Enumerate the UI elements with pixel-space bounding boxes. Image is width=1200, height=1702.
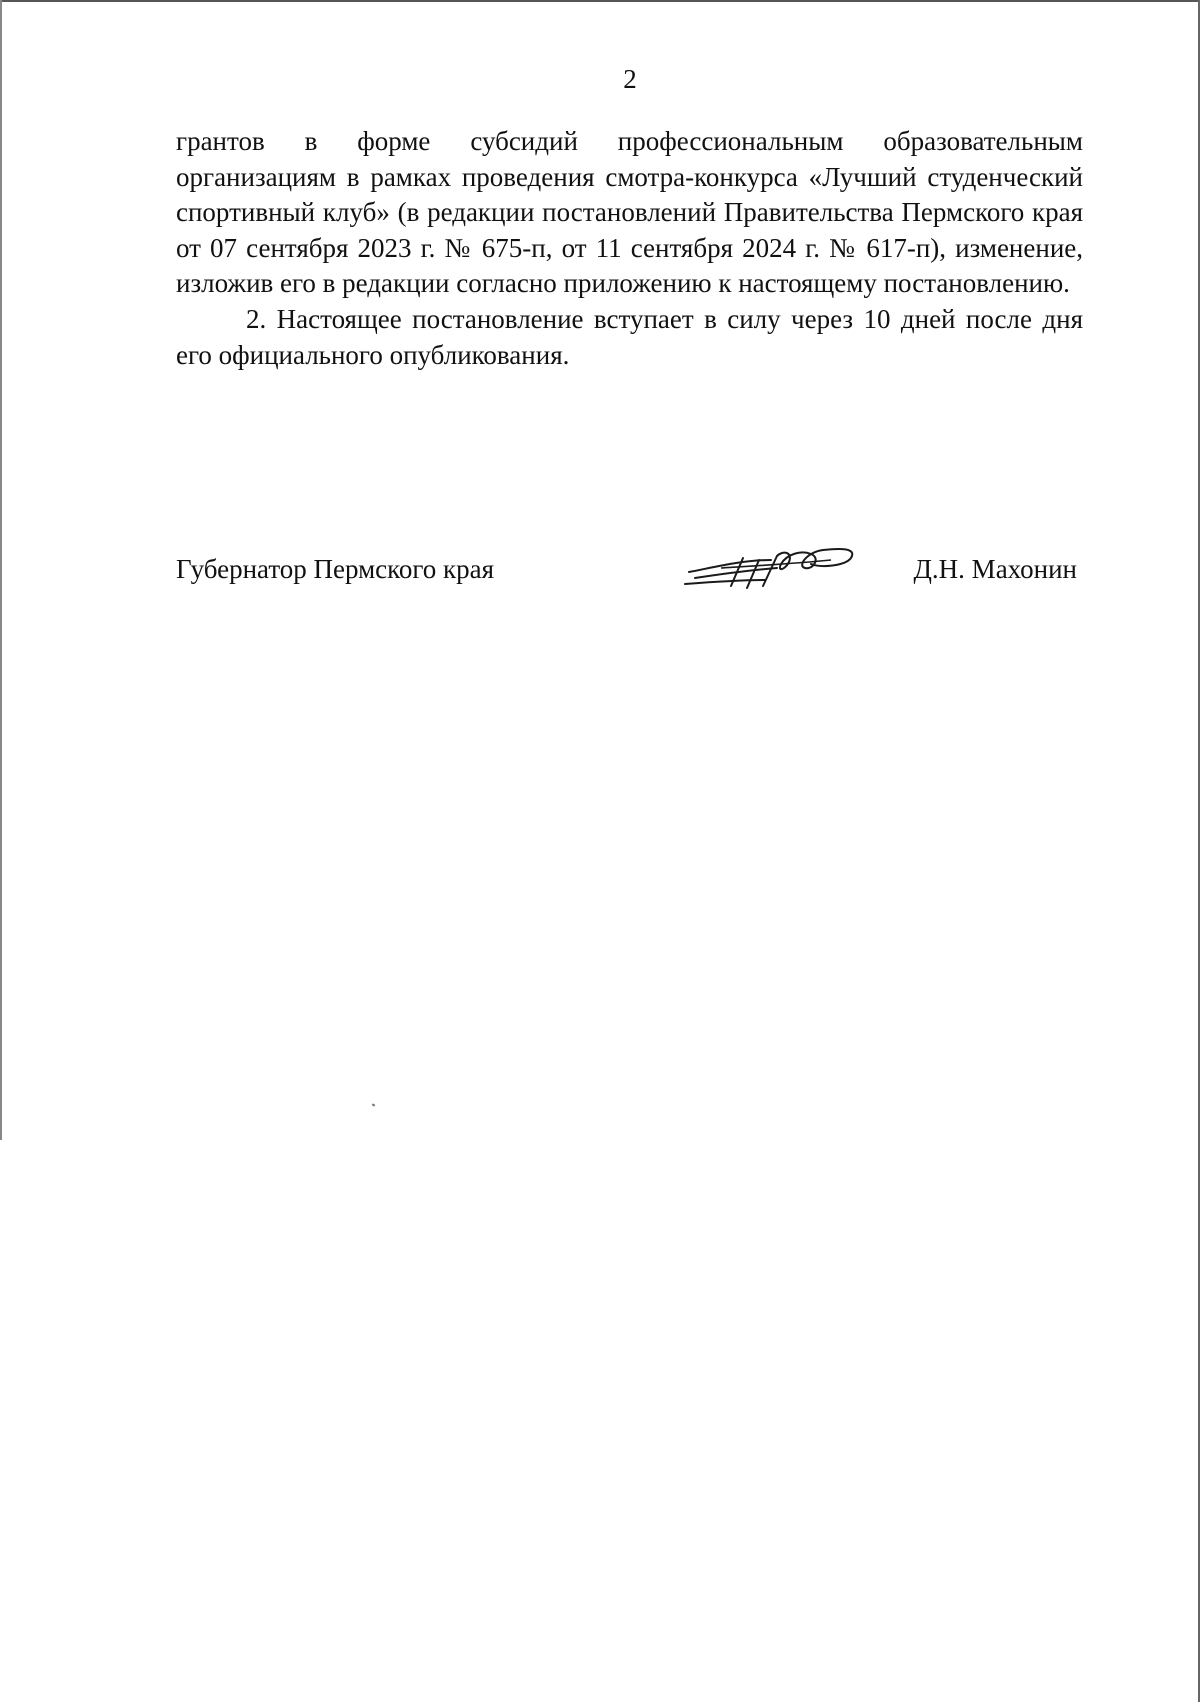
paragraph-effective-date: 2. Настоящее постановление вступает в силу через 10 дней после дня его официального опубликования.: [176, 303, 1083, 370]
handwritten-signature-icon: [681, 538, 863, 594]
page-edge-top: [0, 0, 1200, 2]
page-edge-left: [0, 0, 2, 1140]
scan-speck: [372, 1103, 376, 1106]
paragraph-continuation: грантов в форме субсидий профессиональным образовательным организациям в рамках проведения смотра-конкурса «Лучший студенческий спортивный клуб» (в редакции постановлений Правительства Пермского края от 07 сентября 2023 г. № 675-п, от 11 сентября 2024 г. № 617-п), изменение, изложив его в редакции согласно приложению к настоящему постановлению.: [176, 126, 1083, 299]
signer-title: Губернатор Пермского края: [176, 554, 495, 584]
signature-block: [176, 548, 1083, 588]
document-body: [176, 124, 1083, 373]
signer-name: Д.Н. Махонин: [913, 554, 1077, 584]
page-number: 2: [623, 64, 637, 94]
